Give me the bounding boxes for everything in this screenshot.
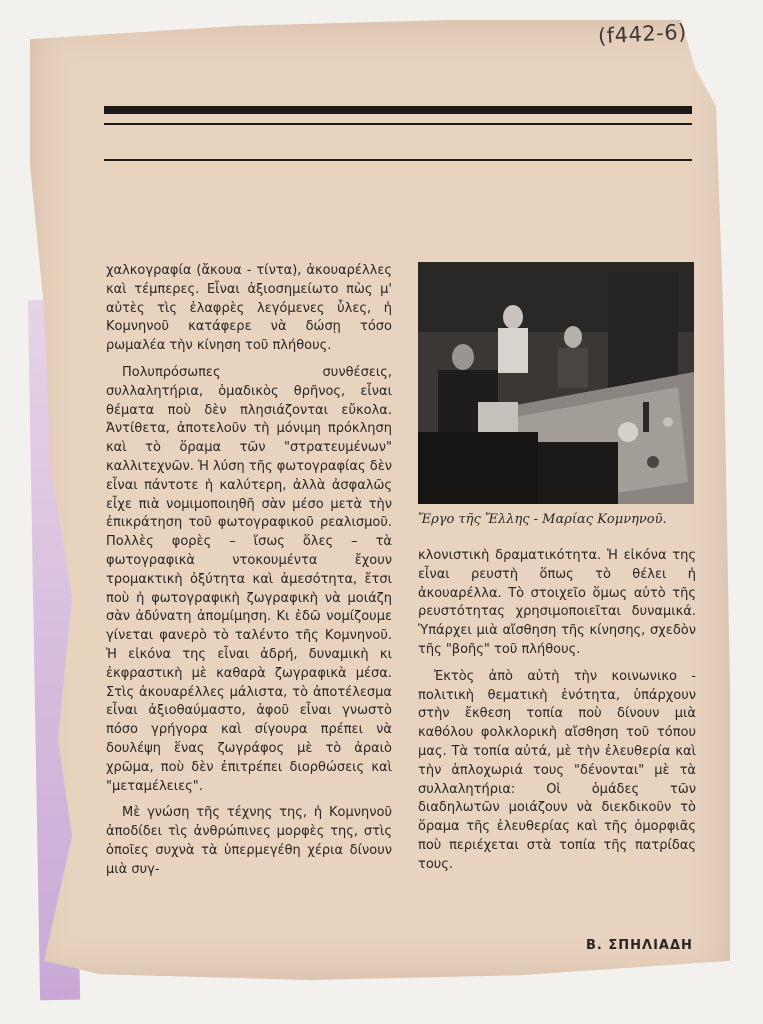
header-rule-thin <box>104 123 692 125</box>
article-left-column <box>106 262 392 888</box>
article-paragraph: χαλκογραφία (ἄκουα - τίντα), ἀκουαρέλλες καὶ τέμπερες. Εἶναι ἀξιοσημείωτο πὼς μ' αὐτὲς τὶς ἐλαφρὲς λεγόμενες ὗλες, ἡ Κομνηνοῦ κατάφερε νὰ δώσῃ τόσο ρωμαλέα τὴν κίνηση τοῦ πλήθους. <box>106 263 392 354</box>
artwork-image <box>418 262 694 504</box>
header-rule-lower <box>104 159 692 161</box>
article-paragraph: κλονιστικὴ δραματικότητα. Ἡ εἰκόνα της εἶναι ρευστὴ ὅπως τὸ θέλει ἡ ἀκουαρέλλα. Τὸ στοιχεῖο ὅμως αὐτὸ τῆς ρευστότητας χρησιμοποιεῖται δυναμικά. Ὑπάρχει μιὰ αἴσθηση τῆς κίνησης, σχεδὸν τῆς "βοῆς" τοῦ πλήθους. <box>418 548 696 657</box>
article-paragraph: Πολυπρόσωπες συνθέσεις, συλλαλητήρια, ὁμαδικὸς θρῆνος, εἶναι θέματα ποὺ δὲν πλησιάζονται εὔκολα. Ἀντίθετα, ἀποτελοῦν τὴ μόνιμη πρόκληση καὶ τὸ ὅραμα τῶν "στρατευμένων" καλλιτεχνῶν. Ἡ λύση τῆς φωτογραφίας δὲν εἶναι πάντοτε ἡ καλύτερη, ἀλλὰ ἀσφαλῶς εἶχε πιὰ νομιμοποιηθῆ σὰν μέσο μετὰ τὴν ἐπικράτηση τοῦ φωτογραφικοῦ ρεαλισμοῦ. Πολλὲς φορὲς – ἴσως ὅλες – τὰ φωτογραφικὰ ντοκουμέντα ἔχουν τρομακτικὴ ὀξύτητα καὶ ἀμεσότητα, ἔτσι ποὺ ἡ φωτογραφικὴ ζωγραφικὴ νὰ μοιάζη σὰν ἀδύνατη ἀπομίμηση. Κι ἐδῶ νομίζουμε γίνεται φανερὸ τὸ ταλέντο τῆς Κομνηνοῦ. Ἡ εἰκόνα της εἶναι ἀδρή, δυναμικὴ κι ἐκφραστικὴ μὲ καθαρὰ ζωγραφικὰ μέσα. Στὶς ἀκουαρέλλες μάλιστα, τὸ ἀποτέλεσμα εἶναι ἀξιοθαύμαστο, ἀφοῦ εἶναι γνωστὸ πόσο γρήγορα καὶ σίγουρα πρέπει νὰ δουλέψη ἕνας ζωγράφος μὲ τὸ ἀραιὸ χρῶμα, ποὺ δὲν ἐπιτρέπει διορθώσεις καὶ "μεταμέλειες". <box>106 364 393 794</box>
article-right-column <box>418 547 696 883</box>
article-paragraph: Μὲ γνώση τῆς τέχνης της, ἡ Κομνηνοῦ ἀποδίδει τὶς ἀνθρώπινες μορφὲς της, στὶς ὁποῖες συχνὰ τὰ ὑπερμεγέθη χέρια δίνουν μιὰ συγ- <box>106 805 392 877</box>
photo-caption: Ἔργο τῆς Ἔλλης - Μαρίας Κομνηνοῦ. <box>418 512 667 527</box>
artwork-photo <box>418 262 694 504</box>
handwritten-annotation: (f442-6) <box>597 19 688 49</box>
article-paragraph: Ἐκτὸς ἀπὸ αὐτὴ τὴν κοινωνικο - πολιτικὴ θεματικὴ ἑνότητα, ὑπάρχουν στὴν ἔκθεση τοπία ποὺ δίνουν μιὰ καθόλου φολκλορικὴ αἴσθηση τοῦ τόπου μας. Τὰ τοπία αὐτά, μὲ τὴν ἐλευθερία καὶ τὴν ἀπλοχωριά τους "δένονται" μὲ τὰ συλλαλητήρια: Οἱ ὁμάδες τῶν διαδηλωτῶν μοιάζουν νὰ διεκδικοῦν τὸ ὅραμα τῆς ἐλευθερίας καὶ τῆς ὀμορφιᾶς ποὺ περιέχεται στὰ τοπία τῆς πατρίδας τους. <box>418 668 696 872</box>
author-byline: Β. ΣΠΗΛΙΑΔΗ <box>586 938 693 953</box>
header-rule-thick <box>104 106 692 114</box>
